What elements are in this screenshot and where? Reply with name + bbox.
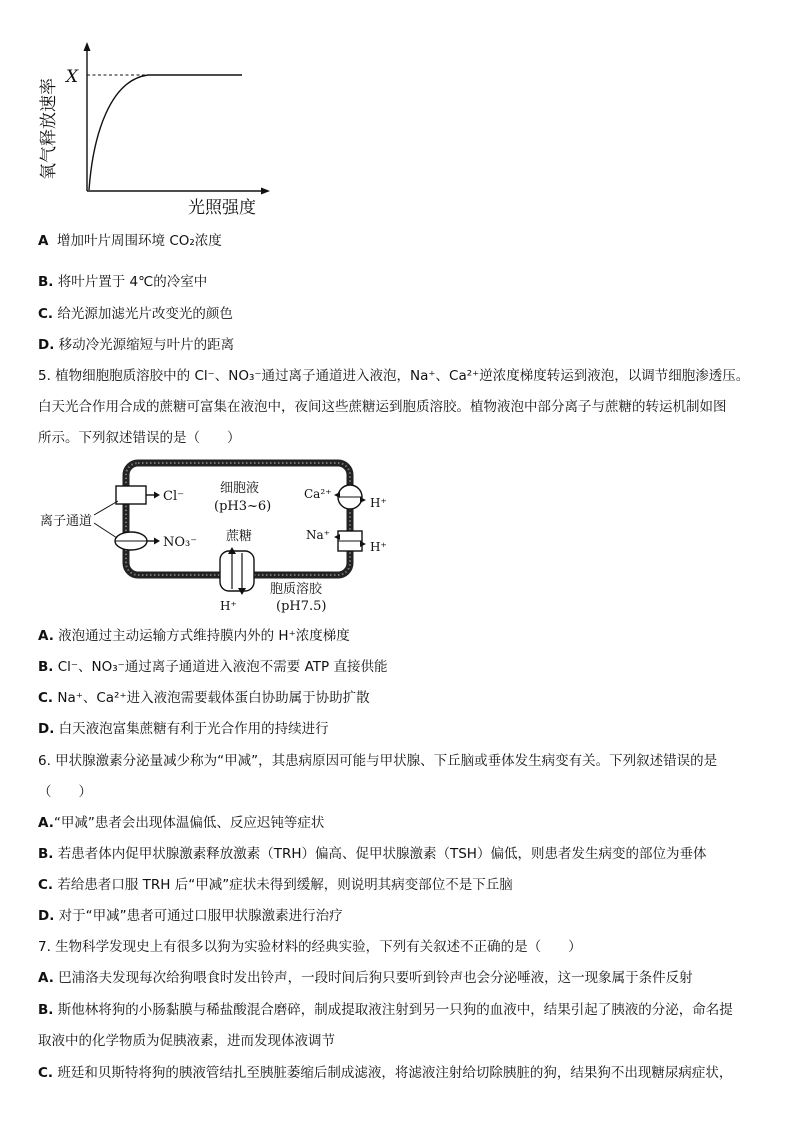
- q6-option-a: A.“甲减”患者会出现体温偏低、反应迟钝等症状: [38, 815, 325, 831]
- q7-option-b-line2: 取液中的化学物质为促胰液素，进而发现体液调节: [38, 1033, 335, 1049]
- q4-option-d: D. 移动冷光源缩短与叶片的距离: [38, 337, 235, 353]
- q5-stem-line2: 白天光合作用合成的蔗糖可富集在液泡中，夜间这些蔗糖运到胞质溶胶。植物液泡中部分离子与蔗糖的转运机制如图: [38, 399, 727, 415]
- h-top-label: H⁺: [370, 496, 387, 510]
- ca-arrow-head: [334, 492, 340, 498]
- q6-stem-line1: 6. 甲状腺激素分泌量减少称为“甲减”，其患病原因可能与甲状腺、下丘脑或垂体发生病变有关。下列叙述错误的是: [38, 753, 718, 769]
- q4-option-c: C. 给光源加滤光片改变光的颜色: [38, 306, 233, 322]
- q5-stem-line3: 所示。下列叙述错误的是（ ）: [38, 430, 241, 446]
- x-mark-label: X: [66, 67, 79, 87]
- ca-label: Ca²⁺: [304, 487, 332, 501]
- q6-option-d: D. 对于“甲减”患者可通过口服甲状腺激素进行治疗: [38, 908, 343, 924]
- q5-option-d: D. 白天液泡富集蔗糖有利于光合作用的持续进行: [38, 721, 329, 737]
- q6-option-b: B. 若患者体内促甲状腺激素释放激素（TRH）偏高、促甲状腺激素（TSH）偏低，则患者发生病变的部位为垂体: [38, 846, 707, 862]
- no3-arrow-head: [154, 538, 160, 545]
- q7-option-b-line1: B. 斯他林将狗的小肠黏膜与稀盐酸混合磨碎，制成提取液注射到另一只狗的血液中，结果引起了胰液的分泌，命名提: [38, 1002, 733, 1018]
- q6-stem-line2: （ ）: [38, 784, 92, 800]
- h-mid-label: H⁺: [370, 540, 387, 554]
- cl-channel: [116, 486, 146, 504]
- cytosol-label: 胞质溶胶: [270, 582, 323, 597]
- na-arrow-head: [334, 534, 340, 540]
- no3-label: NO₃⁻: [163, 535, 198, 550]
- q4-option-b: B. 将叶片置于 4℃的冷室中: [38, 274, 208, 290]
- cl-label: Cl⁻: [163, 489, 184, 504]
- h-bottom-label: H⁺: [220, 599, 237, 613]
- q5-option-b: B. Cl⁻、NO₃⁻通过离子通道进入液泡不需要 ATP 直接供能: [38, 659, 388, 675]
- q7-stem: 7. 生物科学发现史上有很多以狗为实验材料的经典实验，下列有关叙述不正确的是（ ）: [38, 939, 582, 955]
- q6-option-c: C. 若给患者口服 TRH 后“甲减”症状未得到缓解，则说明其病变部位不是下丘脑: [38, 877, 513, 893]
- ion-channel-pointer-1: [94, 501, 118, 515]
- na-label: Na⁺: [306, 528, 330, 542]
- q5-option-a: A. 液泡通过主动运输方式维持膜内外的 H⁺浓度梯度: [38, 628, 350, 644]
- q4-option-a: A 增加叶片周围环境 CO₂浓度: [38, 233, 222, 249]
- cl-arrow-head: [154, 492, 160, 499]
- sucrose-label: 蔗糖: [226, 529, 253, 544]
- h-mid-arrow-head: [360, 541, 366, 547]
- h-top-arrow-head: [360, 497, 366, 503]
- y-axis-arrow: [84, 42, 91, 51]
- q5-option-c: C. Na⁺、Ca²⁺进入液泡需要载体蛋白协助属于协助扩散: [38, 690, 370, 706]
- q7-option-a: A. 巴浦洛夫发现每次给狗喂食时发出铃声，一段时间后狗只要听到铃声也会分泌唾液，这一现象属于条件反射: [38, 970, 693, 986]
- vacuole-transport-diagram: [38, 455, 398, 615]
- x-axis-arrow: [261, 188, 270, 195]
- ion-channel-label: 离子通道: [40, 514, 93, 529]
- sucrose-transporter: [220, 551, 254, 591]
- x-axis-label: 光照强度: [188, 198, 256, 218]
- q5-stem-line1: 5. 植物细胞胞质溶胶中的 Cl⁻、NO₃⁻通过离子通道进入液泡，Na⁺、Ca²⁺逆浓度梯度转运到液泡，以调节细胞渗透压。: [38, 368, 750, 384]
- response-curve: [89, 75, 242, 190]
- vacuole-sap-ph: (pH3~6): [214, 499, 272, 514]
- ion-channel-pointer-2: [94, 523, 117, 538]
- y-axis-label: 氧气释放速率: [39, 78, 59, 180]
- cytosol-ph: (pH7.5): [276, 599, 327, 614]
- vacuole-sap-label: 细胞液: [220, 481, 260, 496]
- q7-option-c: C. 班廷和贝斯特将狗的胰液管结扎至胰脏萎缩后制成滤液，将滤液注射给切除胰脏的狗，结果狗不出现糖尿病症状，: [38, 1065, 733, 1081]
